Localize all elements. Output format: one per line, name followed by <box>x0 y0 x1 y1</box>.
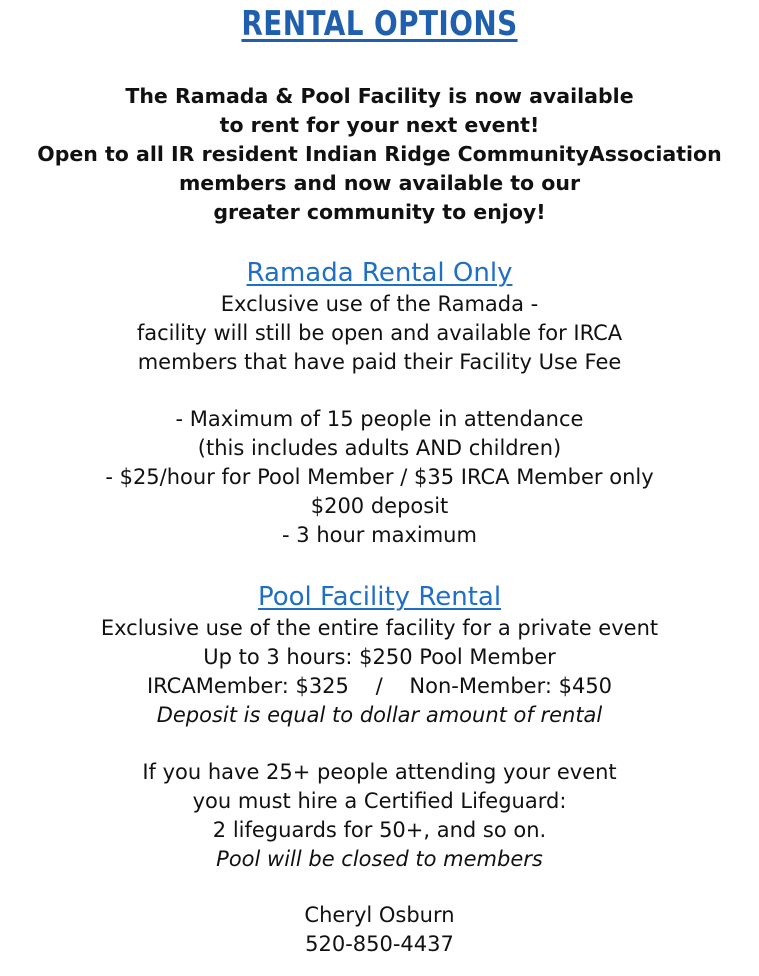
ramada-term-includes: (this includes adults AND children) <box>197 436 562 460</box>
pool-closed-note: Pool will be closed to members <box>216 847 543 871</box>
pool-deposit-note: Deposit is equal to dollar amount of rental <box>156 703 603 727</box>
pool-line-2: Up to 3 hours: $250 Pool Member <box>203 645 556 669</box>
ramada-term-rate: - $25/hour for Pool Member / $35 IRCA Member only <box>105 465 654 489</box>
ramada-line-1: Exclusive use of the Ramada - <box>220 292 539 316</box>
lifeguard-line-2: you must hire a Certified Lifeguard: <box>192 789 567 813</box>
ramada-section <box>0 256 759 377</box>
intro-section <box>0 82 759 227</box>
lifeguard-section <box>0 758 759 874</box>
contact-phone: 520-850-4437 <box>305 932 454 956</box>
lifeguard-line-1: If you have 25+ people attending your event <box>142 760 617 784</box>
pool-heading: Pool Facility Rental <box>257 582 502 612</box>
intro-line-1: The Ramada & Pool Facility is now available <box>125 84 634 108</box>
intro-line-4: members and now available to our <box>178 171 581 195</box>
pool-line-1: Exclusive use of the entire facility for a private event <box>100 616 659 640</box>
ramada-line-2: facility will still be open and available for IRCA <box>136 321 623 345</box>
ramada-line-3: members that have paid their Facility Use Fee <box>137 350 622 374</box>
contact-name: Cheryl Osburn <box>304 903 455 927</box>
intro-line-3: Open to all IR resident Indian Ridge CommunityAssociation <box>37 142 722 166</box>
contact-section <box>0 901 759 959</box>
intro-line-2: to rent for your next event! <box>219 113 540 137</box>
pool-line-3: IRCAMember: $325 / Non-Member: $450 <box>146 674 613 698</box>
ramada-term-max-hours: - 3 hour maximum <box>282 523 477 547</box>
pool-section <box>0 580 759 730</box>
ramada-heading: Ramada Rental Only <box>246 258 513 288</box>
ramada-term-deposit: $200 deposit <box>310 494 449 518</box>
ramada-terms <box>0 405 759 550</box>
lifeguard-line-3: 2 lifeguards for 50+, and so on. <box>212 818 547 842</box>
intro-line-5: greater community to enjoy! <box>213 200 546 224</box>
page-title: RENTAL OPTIONS <box>241 4 518 44</box>
ramada-term-max-people: - Maximum of 15 people in attendance <box>175 407 584 431</box>
